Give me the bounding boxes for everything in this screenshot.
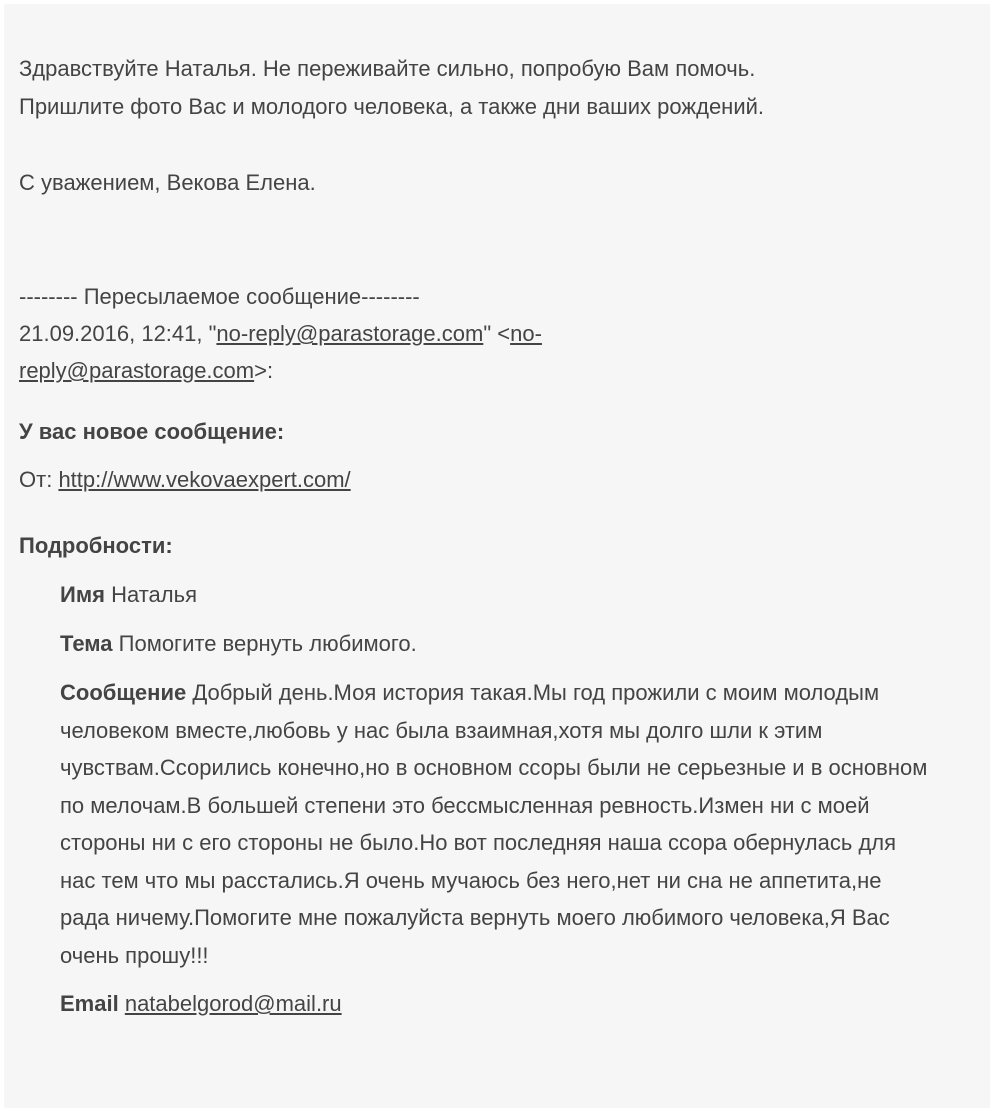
subject-label: Тема: [60, 631, 113, 656]
detail-email: [60, 985, 919, 1023]
email-message-body: [4, 4, 990, 1108]
detail-name: [60, 576, 919, 614]
sender-email-link[interactable]: no-reply@parastorage.com: [216, 321, 484, 346]
message-label: Сообщение: [60, 680, 187, 705]
message-value: Добрый день.Моя история такая.Мы год прожили с моим молодым человеком вместе,любовь у нас была взаимная,хотя мы долго шли к этим чувствам.Ссорились конечно,но в основном ссоры были не серьезные и в основном по мелочам.В большей степени это бессмысленная ревность.Измен ни с моей стороны ни с его стороны не было.Но вот последняя наша ссора обернулась для нас тем что мы расстались.Я очень мучаюсь без него,нет ни сна не аппетита,не рада ничему.Помогите мне пожалуйста вернуть моего любимого человека,Я Вас очень прошу!!!: [60, 680, 928, 968]
signature: С уважением, Векова Елена.: [19, 170, 316, 195]
email-label: Email: [60, 991, 119, 1016]
from-line: [19, 461, 919, 499]
subject-value: Помогите вернуть любимого.: [118, 631, 417, 656]
forwarded-meta: 21.09.2016, 12:41, "no-reply@parastorage.com" <no- reply@parastorage.com>:: [19, 321, 542, 383]
email-content: [19, 50, 928, 1034]
new-message-heading: У вас новое сообщение:: [19, 419, 285, 444]
details-list: [60, 576, 928, 1023]
email-link[interactable]: natabelgorod@mail.ru: [124, 991, 342, 1016]
reply-line-1: Здравствуйте Наталья. Не переживайте сильно, попробую Вам помочь.: [19, 56, 756, 81]
forwarded-header: -------- Пересылаемое сообщение--------: [19, 284, 420, 309]
name-label: Имя: [60, 582, 105, 607]
name-value: Наталья: [111, 582, 197, 607]
reply-line-2: Пришлите фото Вас и молодого человека, а также дни ваших рождений.: [19, 94, 765, 119]
sender-email-link-2b[interactable]: reply@parastorage.com: [19, 358, 255, 383]
sender-email-link-2a[interactable]: no-: [510, 321, 542, 346]
website-link[interactable]: http://www.vekovaexpert.com/: [58, 467, 351, 492]
from-label: От:: [19, 467, 53, 492]
detail-message: [60, 674, 930, 974]
detail-subject: [60, 625, 919, 663]
details-heading: Подробности:: [19, 533, 173, 558]
